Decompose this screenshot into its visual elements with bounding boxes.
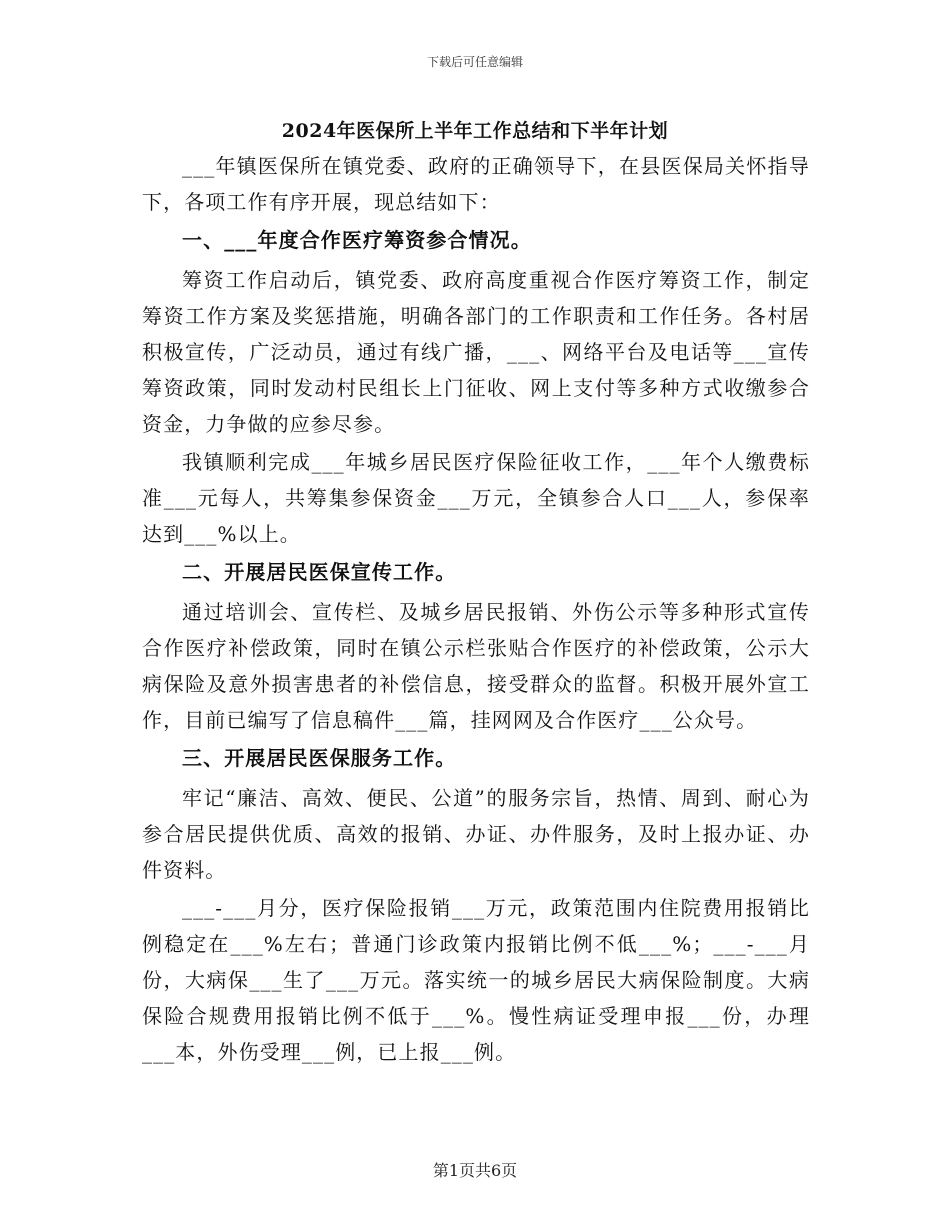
body-paragraph: ___-___月分，医疗保险报销___万元，政策范围内住院费用报销比例稳定在___%左右；普通门诊政策内报销比例不低___%；___-___月份，大病保___生了___万元。落实统一的城乡居民大病保险制度。大病保险合规费用报销比例不低于___%。慢性病证受理申报___份，办理___本，外伤受理___例，已上报___例。: [142, 896, 810, 1064]
section-heading-3: 三、开展居民医保服务工作。: [182, 746, 457, 770]
body-paragraph: 我镇顺利完成___年城乡居民医疗保险征收工作，___年个人缴费标准___元每人，共筹集参保资金___万元，全镇参合人口___人，参保率达到___%以上。: [142, 450, 810, 546]
document-body: [142, 148, 810, 1072]
section-heading-2: 二、开展居民医保宣传工作。: [182, 560, 457, 584]
body-paragraph: 筹资工作启动后，镇党委、政府高度重视合作医疗筹资工作，制定筹资工作方案及奖惩措施，明确各部门的工作职责和工作任务。各村居积极宣传，广泛动员，通过有线广播，___、网络平台及电话等___宣传筹资政策，同时发动村民组长上门征收、网上支付等多种方式收缴参合资金，力争做的应参尽参。: [142, 268, 810, 436]
page-number: 第1页共6页: [432, 1161, 518, 1180]
header-note: 下载后可任意编辑: [426, 55, 523, 69]
body-paragraph: 通过培训会、宣传栏、及城乡居民报销、外伤公示等多种形式宣传合作医疗补偿政策，同时在镇公示栏张贴合作医疗的补偿政策，公示大病保险及意外损害患者的补偿信息，接受群众的监督。积极开展外宣工作，目前已编写了信息稿件___篇，挂网网及合作医疗___公众号。: [142, 600, 810, 732]
section-heading-1: 一、___年度合作医疗筹资参合情况。: [182, 228, 532, 252]
document-title: 2024年医保所上半年工作总结和下半年计划: [281, 120, 669, 142]
intro-paragraph: ___年镇医保所在镇党委、政府的正确领导下，在县医保局关怀指导下，各项工作有序开展，现总结如下：: [142, 154, 810, 214]
body-paragraph: 牢记“廉洁、高效、便民、公道”的服务宗旨，热情、周到、耐心为参合居民提供优质、高效的报销、办证、办件服务，及时上报办证、办件资料。: [142, 786, 810, 882]
